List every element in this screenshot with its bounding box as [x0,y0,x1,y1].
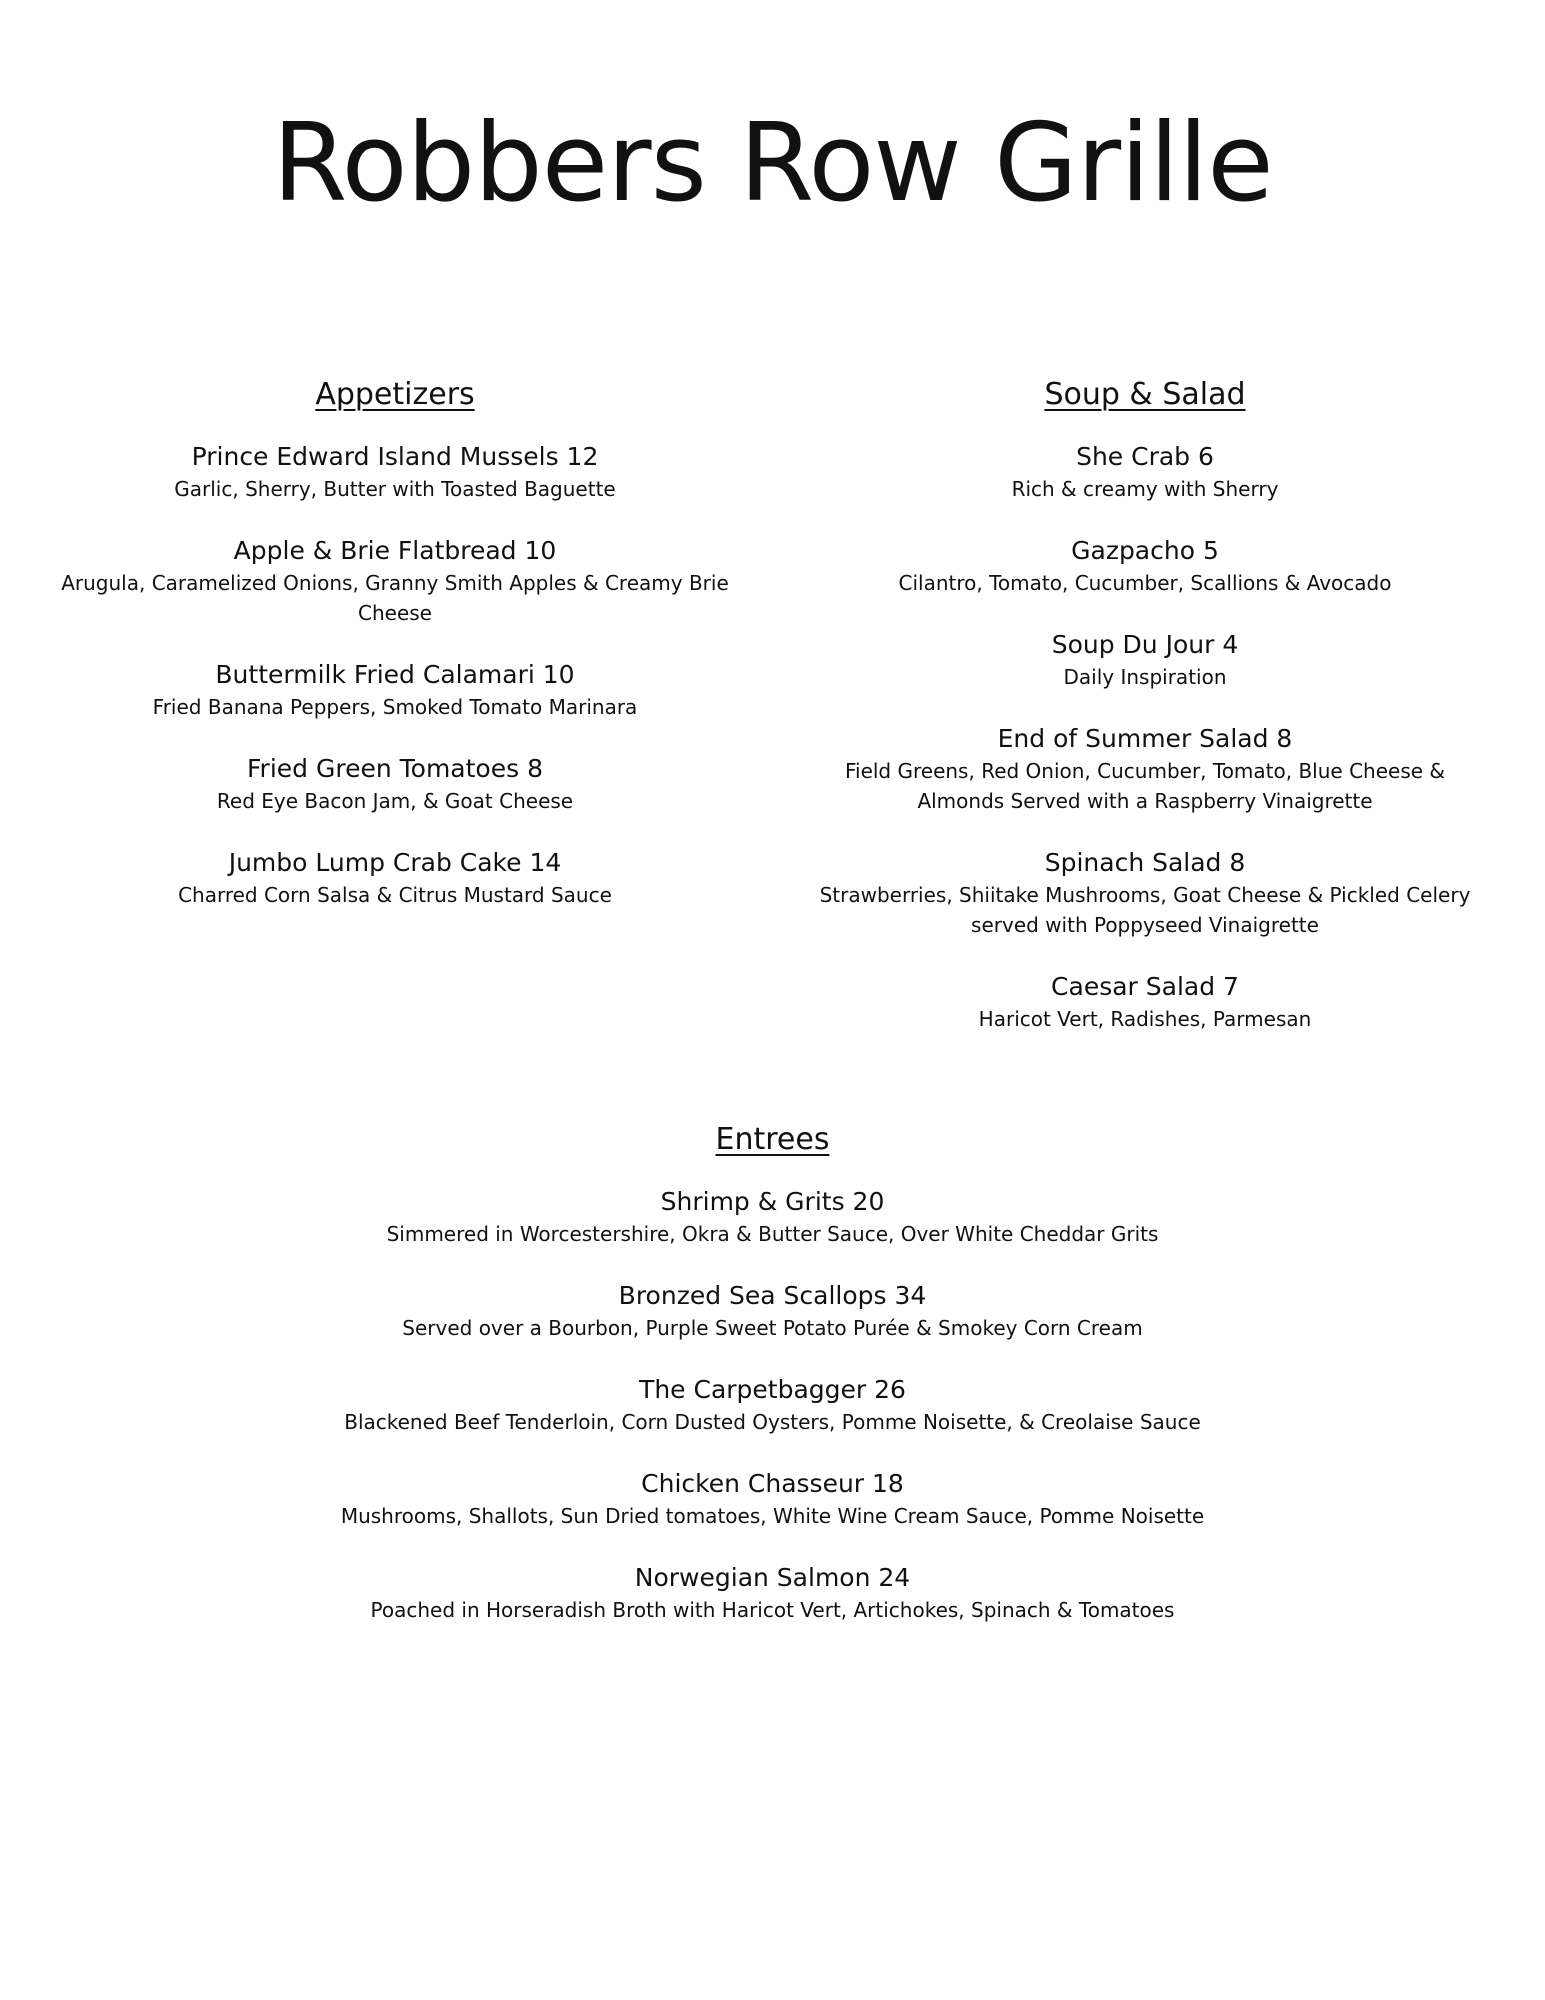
menu-item-description: Haricot Vert, Radishes, Parmesan [978,1007,1312,1031]
restaurant-title: Robbers Row Grille [272,101,1273,226]
menu-item-description: Simmered in Worcestershire, Okra & Butter Sauce, Over White Cheddar Grits [386,1222,1159,1246]
soup-salad-list [800,440,1490,1034]
menu-item-name: Norwegian Salmon 24 [634,1563,911,1592]
menu-item-name: Buttermilk Fried Calamari 10 [215,660,575,689]
menu-item-description: Mushrooms, Shallots, Sun Dried tomatoes, White Wine Cream Sauce, Pomme Noisette [340,1504,1205,1528]
menu-item-name: Apple & Brie Flatbread 10 [233,536,557,565]
menu-item-name: Caesar Salad 7 [1051,972,1239,1001]
menu-item-description: Daily Inspiration [1063,665,1227,689]
menu-item [40,658,750,722]
menu-item-description: Blackened Beef Tenderloin, Corn Dusted Oysters, Pomme Noisette, & Creolaise Sauce [344,1410,1201,1434]
menu-item-description: Poached in Horseradish Broth with Haricot Vert, Artichokes, Spinach & Tomatoes [370,1598,1175,1622]
menu-item [200,1561,1345,1625]
menu-item [40,440,750,504]
entrees-list [200,1185,1345,1625]
appetizers-list [40,440,750,910]
menu-item-description: Cilantro, Tomato, Cucumber, Scallions & Avocado [898,571,1392,595]
menu-item-name: End of Summer Salad 8 [997,724,1293,753]
entrees-heading: Entrees [715,1122,830,1157]
menu-item-name: Gazpacho 5 [1071,536,1219,565]
menu-item-name: Shrimp & Grits 20 [660,1187,885,1216]
menu-item [200,1467,1345,1531]
menu-item-description: Charred Corn Salsa & Citrus Mustard Sauce [178,883,612,907]
menu-item [200,1279,1345,1343]
menu-item-name: Prince Edward Island Mussels 12 [191,442,599,471]
menu-item-description: Rich & creamy with Sherry [1011,477,1279,501]
soup-salad-section [800,375,1490,1064]
menu-item [200,1185,1345,1249]
menu-item-description: Garlic, Sherry, Butter with Toasted Baguette [174,477,616,501]
menu-item-name: The Carpetbagger 26 [639,1375,906,1404]
appetizers-heading: Appetizers [315,377,475,412]
menu-item-name: Spinach Salad 8 [1044,848,1246,877]
menu-item-description: Fried Banana Peppers, Smoked Tomato Marinara [152,695,638,719]
menu-item [40,846,750,910]
menu-item-description: Served over a Bourbon, Purple Sweet Potato Purée & Smokey Corn Cream [402,1316,1143,1340]
menu-item [800,534,1490,598]
menu-item [40,534,750,628]
menu-item-name: She Crab 6 [1076,442,1214,471]
menu-item [800,440,1490,504]
soup-salad-heading: Soup & Salad [1044,377,1246,412]
menu-item-description: Field Greens, Red Onion, Cucumber, Tomato, Blue Cheese & Almonds Served with a Raspberry Vinaigrette [844,759,1446,813]
menu-item [200,1373,1345,1437]
menu-item-description: Arugula, Caramelized Onions, Granny Smith Apples & Creamy Brie Cheese [61,571,729,625]
menu-item [800,722,1490,816]
menu-item [40,752,750,816]
menu-item-name: Bronzed Sea Scallops 34 [618,1281,927,1310]
menu-item-name: Fried Green Tomatoes 8 [247,754,543,783]
menu-item [800,846,1490,940]
menu-item-name: Jumbo Lump Crab Cake 14 [228,848,562,877]
menu-item [800,628,1490,692]
menu-item-name: Chicken Chasseur 18 [641,1469,904,1498]
menu-item-name: Soup Du Jour 4 [1051,630,1239,659]
menu-item [800,970,1490,1034]
entrees-section [200,1120,1345,1655]
menu-item-description: Red Eye Bacon Jam, & Goat Cheese [216,789,574,813]
menu-item-description: Strawberries, Shiitake Mushrooms, Goat Cheese & Pickled Celery served with Poppyseed Vinaigrette [819,883,1471,937]
appetizers-section [40,375,750,940]
